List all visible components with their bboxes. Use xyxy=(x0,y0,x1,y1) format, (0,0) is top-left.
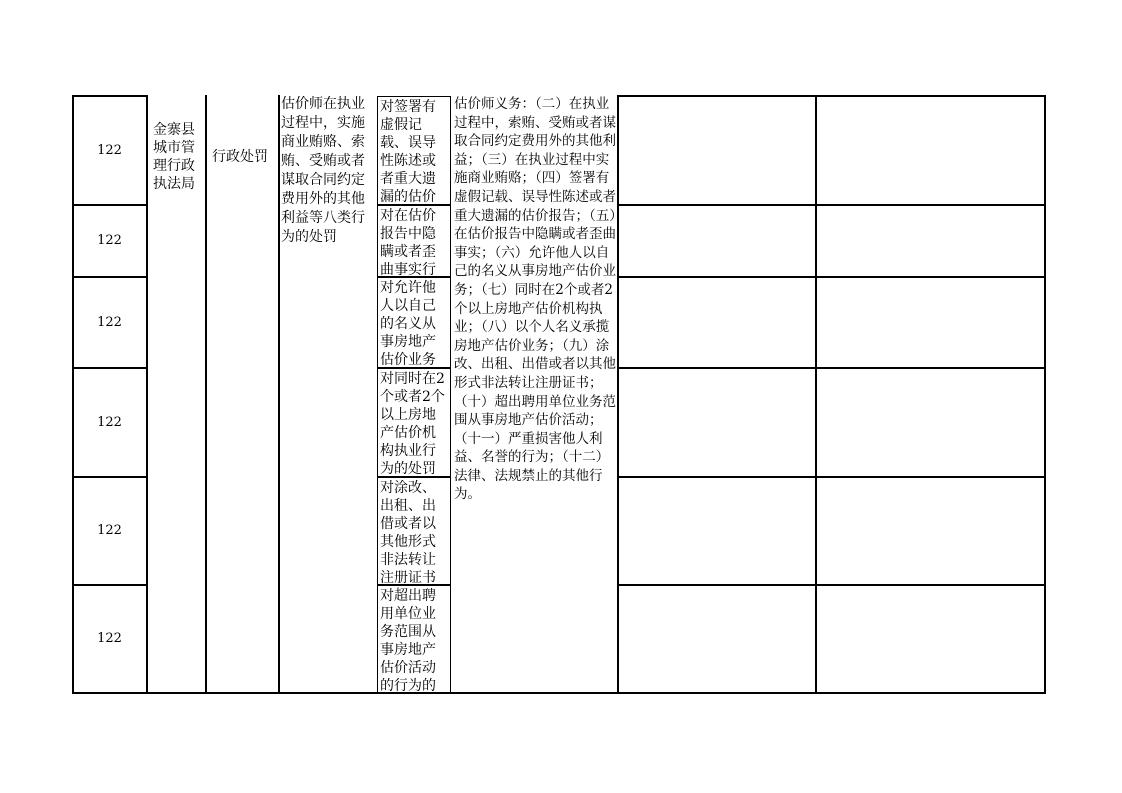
row-number: 122 xyxy=(97,414,122,430)
sub-item-cell: 对签署有虚假记载、误导性陈述或者重大遗漏的估价 xyxy=(377,96,451,205)
table-border-right xyxy=(1044,95,1046,693)
table-border-col2 xyxy=(205,95,207,693)
table-border-col1 xyxy=(146,95,148,693)
sub-item-cell: 对在估价报告中隐瞒或者歪曲事实行 xyxy=(377,205,451,277)
right-row-line xyxy=(617,204,1045,206)
sub-item-cell: 对同时在2个或者2个以上房地产估价机构执业行为的处罚 xyxy=(377,368,451,477)
right-row-line xyxy=(617,367,1045,369)
sub-item-cell: 对允许他人以自己的名义从事房地产估价业务 xyxy=(377,277,451,368)
sub-item-cell: 对超出聘用单位业务范围从事房地产估价活动的行为的 xyxy=(377,585,451,693)
right-row-line xyxy=(617,476,1045,478)
sub-item-cell: 对涂改、出租、出借或者以其他形式非法转让注册证书 xyxy=(377,477,451,585)
row-number: 122 xyxy=(97,314,122,330)
right-row-line xyxy=(617,276,1045,278)
department-cell: 金寨县城市管理行政执法局 xyxy=(153,122,195,192)
row-number: 122 xyxy=(97,631,122,646)
category-cell: 行政处罚 xyxy=(212,149,268,165)
right-row-line xyxy=(617,584,1045,586)
legal-basis-cell: 估价师义务：（二）在执业过程中，索贿、受贿或者谋取合同约定费用外的其他利益；（三）在执业过程中实施商业贿赂；（四）签署有虚假记载、误导性陈述或者重大遗漏的估价报告；（五）在估价报告中隐瞒或者歪曲事实；（六）允许他人以自己的名义从事房地产估价业务；（七）同时在2个或者2个以上房地产估价机构执业；（八）以个人名义承揽房地产估价业务；（九）涂改、出租、出借或者以其他形式非法转让注册证书；（十）超出聘用单位业务范围从事房地产估价活动；（十一）严重损害他人利益、名誉的行为；（十二）法律、法规禁止的其他行为。 xyxy=(454,96,616,503)
row-number: 122 xyxy=(97,523,122,538)
empty-cell xyxy=(619,97,814,203)
table-bottom xyxy=(72,692,1046,694)
table-border-col3 xyxy=(278,95,280,693)
row-number: 122 xyxy=(97,233,122,248)
row-number: 122 xyxy=(97,142,122,158)
empty-cell xyxy=(817,97,1043,203)
main-item-cell: 估价师在执业过程中，实施商业贿赂、索贿、受贿或者谋取合同约定费用外的其他利益等八类行为的处罚 xyxy=(281,96,365,245)
